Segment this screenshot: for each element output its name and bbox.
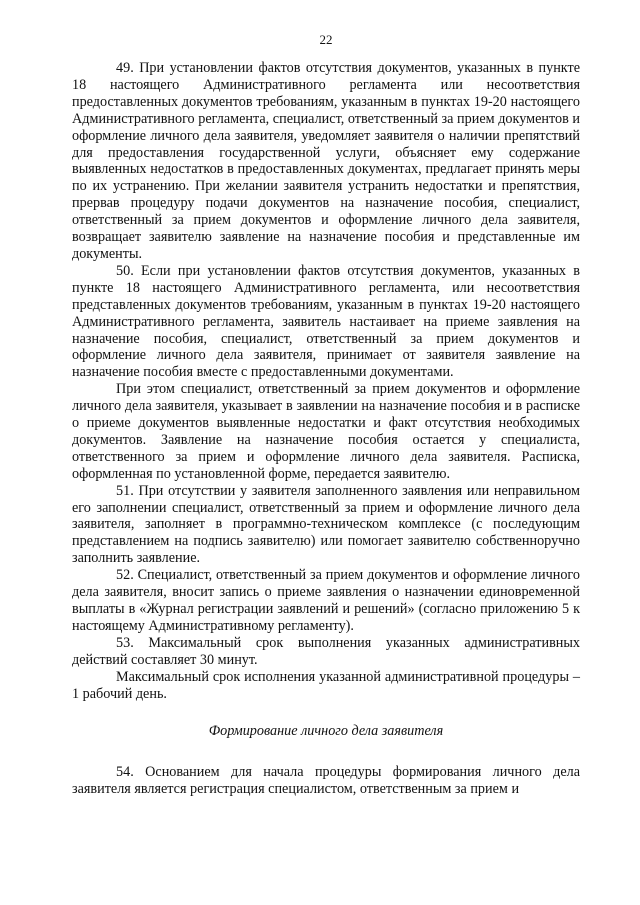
paragraph-52: 52. Специалист, ответственный за прием документов и оформление личного дела заявителя, вносит запись о приеме заявления о назначении единовременной выплаты в «Журнал регистрации заявлений и решений» (согласно приложению 5 к настоящему Административному регламенту). xyxy=(72,567,580,634)
document-page xyxy=(72,0,580,905)
paragraph-54: 54. Основанием для начала процедуры формирования личного дела заявителя является регистрация специалистом, ответственным за прием и xyxy=(72,764,580,798)
document-body xyxy=(72,60,580,798)
paragraph-53: 53. Максимальный срок выполнения указанных административных действий составляет 30 минут. xyxy=(72,634,580,668)
paragraph-53-continuation: Максимальный срок исполнения указанной административной процедуры – 1 рабочий день. xyxy=(72,668,580,702)
paragraph-49: 49. При установлении фактов отсутствия документов, указанных в пункте 18 настоящего Административного регламента или несоответствия предоставленных документов требованиям, указанным в пунктах 19-20 настоящего Административного регламента, специалист, ответственный за прием документов и оформление личного дела заявителя, уведомляет заявителя о наличии препятствий для предоставления государственной услуги, объясняет ему содержание выявленных недостатков в предоставленных документах, предлагает принять меры по их устранению. При желании заявителя устранить недостатки и препятствия, прервав процедуру подачи документов на назначение пособия, специалист, ответственный за прием документов и оформление личного дела заявителя, возвращает заявителю заявление на назначение пособия и представленные им документы. xyxy=(72,60,580,262)
page-number: 22 xyxy=(319,32,333,47)
paragraph-50-continuation: При этом специалист, ответственный за прием документов и оформление личного дела заявителя, указывает в заявлении на назначение пособия и в расписке о приеме документов выявленные недостатки и факт отсутствия необходимых документов. Заявление на назначение пособия остается у специалиста, ответственного за прием и оформление личного дела заявителя. Расписка, оформленная по установленной форме, передается заявителю. xyxy=(72,381,580,482)
paragraph-50: 50. Если при установлении фактов отсутствия документов, указанных в пункте 18 настоящего Административного регламента, или несоответствия представленных документов требованиям, указанным в пунктах 19-20 настоящего Административного регламента, заявитель настаивает на приеме заявления на назначение пособия, специалист, ответственный за прием документов и оформление личного дела заявителя, принимает от заявителя заявление на назначение пособия вместе с предоставленными документами. xyxy=(72,262,580,381)
section-heading: Формирование личного дела заявителя xyxy=(208,723,444,740)
paragraph-51: 51. При отсутствии у заявителя заполненного заявления или неправильном его заполнении специалист, ответственный за прием и оформление личного дела заявителя, заполняет в программно-техническом комплексе (с последующим представлением на подпись заявителю) или помогает заявителю собственноручно заполнить заявление. xyxy=(72,482,580,567)
